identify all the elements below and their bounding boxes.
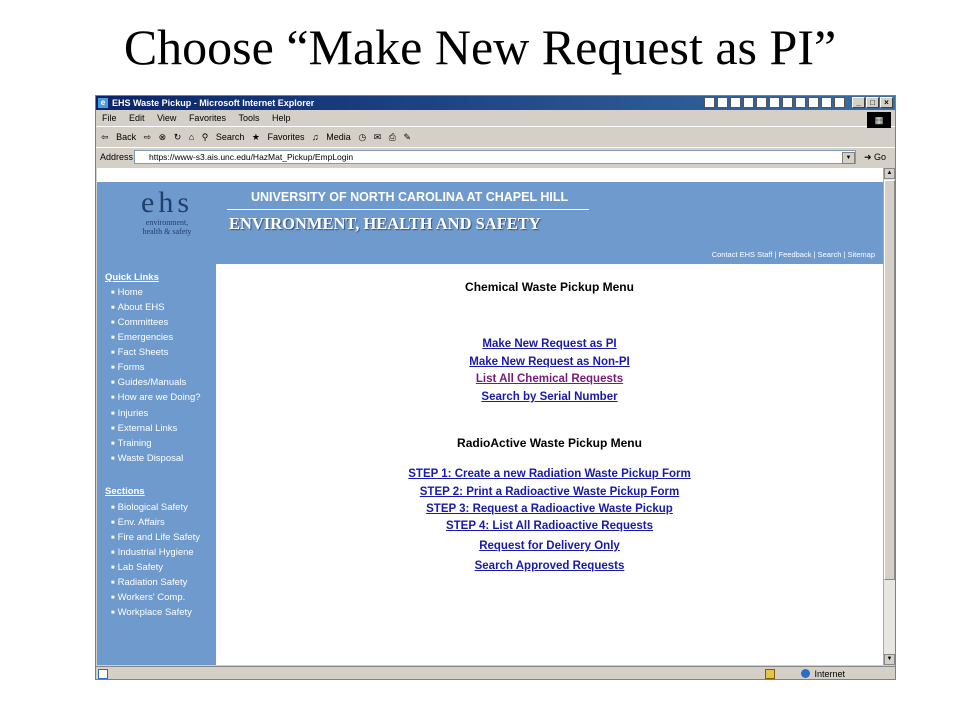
sidebar-item-guides[interactable]: ■ Guides/Manuals xyxy=(111,377,186,388)
sidebar-item-how-are-we-doing[interactable]: ■ How are we Doing? xyxy=(111,392,201,403)
step3-request-pickup-link[interactable]: STEP 3: Request a Radioactive Waste Pickup xyxy=(426,503,673,515)
refresh-icon[interactable]: ↻ xyxy=(173,132,182,142)
search-icon: ⚲ xyxy=(201,132,209,142)
sidebar-item-emergencies[interactable]: ■ Emergencies xyxy=(111,332,173,343)
site-header xyxy=(97,182,883,264)
list-chemical-requests-link[interactable]: List All Chemical Requests xyxy=(475,373,624,385)
status-bar xyxy=(96,666,895,681)
quicklaunch-tray xyxy=(704,97,845,109)
menu-bar xyxy=(96,110,895,127)
ie-icon: e xyxy=(98,98,108,108)
menu-file[interactable]: File xyxy=(102,113,117,123)
sidebar-item-fire-life-safety[interactable]: ■ Fire and Life Safety xyxy=(111,532,200,543)
media-icon: ♫ xyxy=(312,132,319,142)
go-label: Go xyxy=(874,152,887,162)
favorites-icon: ★ xyxy=(251,132,260,142)
menu-favorites[interactable]: Favorites xyxy=(188,113,226,123)
step1-create-form-link[interactable]: STEP 1: Create a new Radiation Waste Pickup Form xyxy=(408,468,691,480)
tray-icon[interactable] xyxy=(782,97,793,108)
department-title: ENVIRONMENT, HEALTH AND SAFETY xyxy=(229,214,541,233)
sidebar-item-radiation-safety[interactable]: ■ Radiation Safety xyxy=(111,577,187,588)
menu-edit[interactable]: Edit xyxy=(129,113,145,123)
tray-icon[interactable] xyxy=(769,97,780,108)
search-approved-requests-link[interactable]: Search Approved Requests xyxy=(474,560,625,572)
page-viewport xyxy=(97,168,883,665)
radioactive-menu-heading: RadioActive Waste Pickup Menu xyxy=(457,436,642,450)
step4-list-requests-link[interactable]: STEP 4: List All Radioactive Requests xyxy=(445,520,654,532)
scroll-thumb[interactable] xyxy=(884,180,895,580)
tray-icon[interactable] xyxy=(743,97,754,108)
request-delivery-only-link[interactable]: Request for Delivery Only xyxy=(479,540,620,552)
sidebar-item-external-links[interactable]: ■ External Links xyxy=(111,423,177,434)
scroll-up-icon[interactable]: ▲ xyxy=(884,168,895,179)
tray-icon[interactable] xyxy=(717,97,728,108)
search-serial-number-link[interactable]: Search by Serial Number xyxy=(481,391,618,403)
sidebar-item-home[interactable]: ■ Home xyxy=(111,287,143,298)
scroll-down-icon[interactable]: ▼ xyxy=(884,654,895,665)
windows-logo-icon: ▦ xyxy=(867,112,891,128)
tray-icon[interactable] xyxy=(808,97,819,108)
toolbar xyxy=(96,127,895,148)
address-label: Address xyxy=(100,152,134,162)
window-title: EHS Waste Pickup - Microsoft Internet Explorer xyxy=(112,98,315,108)
mail-icon[interactable]: ✉ xyxy=(373,132,382,142)
quick-links-heading[interactable]: Quick Links xyxy=(105,272,159,283)
security-zone xyxy=(801,667,845,681)
ehs-logo[interactable] xyxy=(117,188,217,248)
vertical-scrollbar[interactable] xyxy=(883,168,895,665)
make-new-request-pi-link[interactable]: Make New Request as PI xyxy=(482,338,617,350)
history-icon[interactable]: ◷ xyxy=(358,132,367,142)
chemical-menu-heading: Chemical Waste Pickup Menu xyxy=(465,280,634,294)
search-button[interactable]: Search xyxy=(215,132,245,142)
sidebar-item-waste-disposal[interactable]: ■ Waste Disposal xyxy=(111,453,183,464)
home-icon[interactable]: ⌂ xyxy=(188,132,195,142)
address-input[interactable]: https://www-s3.ais.unc.edu/HazMat_Pickup/EmpLogin xyxy=(134,150,856,164)
tray-icon[interactable] xyxy=(821,97,832,108)
sidebar-item-lab-safety[interactable]: ■ Lab Safety xyxy=(111,562,163,573)
sidebar-item-biological-safety[interactable]: ■ Biological Safety xyxy=(111,502,188,513)
header-divider xyxy=(227,209,589,210)
university-name: UNIVERSITY OF NORTH CAROLINA AT CHAPEL HILL xyxy=(251,190,569,204)
tray-icon[interactable] xyxy=(795,97,806,108)
sidebar-item-injuries[interactable]: ■ Injuries xyxy=(111,408,148,419)
sidebar-item-workers-comp[interactable]: ■ Workers' Comp. xyxy=(111,592,185,603)
main-content xyxy=(216,264,883,665)
zone-label: Internet xyxy=(814,669,845,679)
sidebar-item-forms[interactable]: ■ Forms xyxy=(111,362,145,373)
browser-window xyxy=(95,95,896,680)
forward-arrow-icon[interactable]: ⇨ xyxy=(143,132,152,142)
print-icon[interactable]: ⎙ xyxy=(388,132,396,142)
menu-view[interactable]: View xyxy=(157,113,177,123)
menu-help[interactable]: Help xyxy=(272,113,291,123)
close-icon[interactable]: × xyxy=(880,97,893,108)
stop-icon[interactable]: ⊗ xyxy=(158,132,167,142)
tray-icon[interactable] xyxy=(730,97,741,108)
sidebar xyxy=(97,264,216,665)
header-links[interactable]: Contact EHS Staff | Feedback | Search | Sitemap xyxy=(711,250,875,259)
sections-heading[interactable]: Sections xyxy=(105,486,145,497)
edit-icon[interactable]: ✎ xyxy=(403,132,412,142)
back-arrow-icon[interactable]: ⇦ xyxy=(101,132,109,142)
go-button[interactable]: ➜ Go xyxy=(864,152,887,162)
minimize-icon[interactable]: _ xyxy=(852,97,865,108)
tray-icon[interactable] xyxy=(756,97,767,108)
sidebar-item-fact-sheets[interactable]: ■ Fact Sheets xyxy=(111,347,168,358)
lock-icon xyxy=(765,669,775,679)
tray-icon[interactable] xyxy=(704,97,715,108)
slide-title: Choose “Make New Request as PI” xyxy=(123,19,837,75)
media-button[interactable]: Media xyxy=(326,132,351,142)
back-button[interactable]: Back xyxy=(116,132,137,142)
maximize-icon[interactable]: □ xyxy=(866,97,879,108)
favorites-button[interactable]: Favorites xyxy=(267,132,305,142)
address-dropdown-icon[interactable]: ▼ xyxy=(842,152,855,164)
logo-line-2: health & safety xyxy=(142,227,192,236)
sidebar-item-committees[interactable]: ■ Committees xyxy=(111,317,168,328)
sidebar-item-env-affairs[interactable]: ■ Env. Affairs xyxy=(111,517,165,528)
step2-print-form-link[interactable]: STEP 2: Print a Radioactive Waste Pickup Form xyxy=(419,486,680,498)
sidebar-item-workplace-safety[interactable]: ■ Workplace Safety xyxy=(111,607,192,618)
window-titlebar xyxy=(96,96,895,110)
make-new-request-non-pi-link[interactable]: Make New Request as Non-PI xyxy=(469,356,630,368)
sidebar-item-training[interactable]: ■ Training xyxy=(111,438,152,449)
tray-icon[interactable] xyxy=(834,97,845,108)
sidebar-item-industrial-hygiene[interactable]: ■ Industrial Hygiene xyxy=(111,547,194,558)
sidebar-item-about-ehs[interactable]: ■ About EHS xyxy=(111,302,165,313)
window-controls xyxy=(852,97,893,108)
logo-line-1: environment, xyxy=(145,218,189,227)
globe-icon xyxy=(801,669,810,678)
menu-tools[interactable]: Tools xyxy=(238,113,260,123)
logo-text: ehs xyxy=(141,186,193,219)
address-bar xyxy=(96,148,895,166)
page-icon xyxy=(98,669,108,679)
